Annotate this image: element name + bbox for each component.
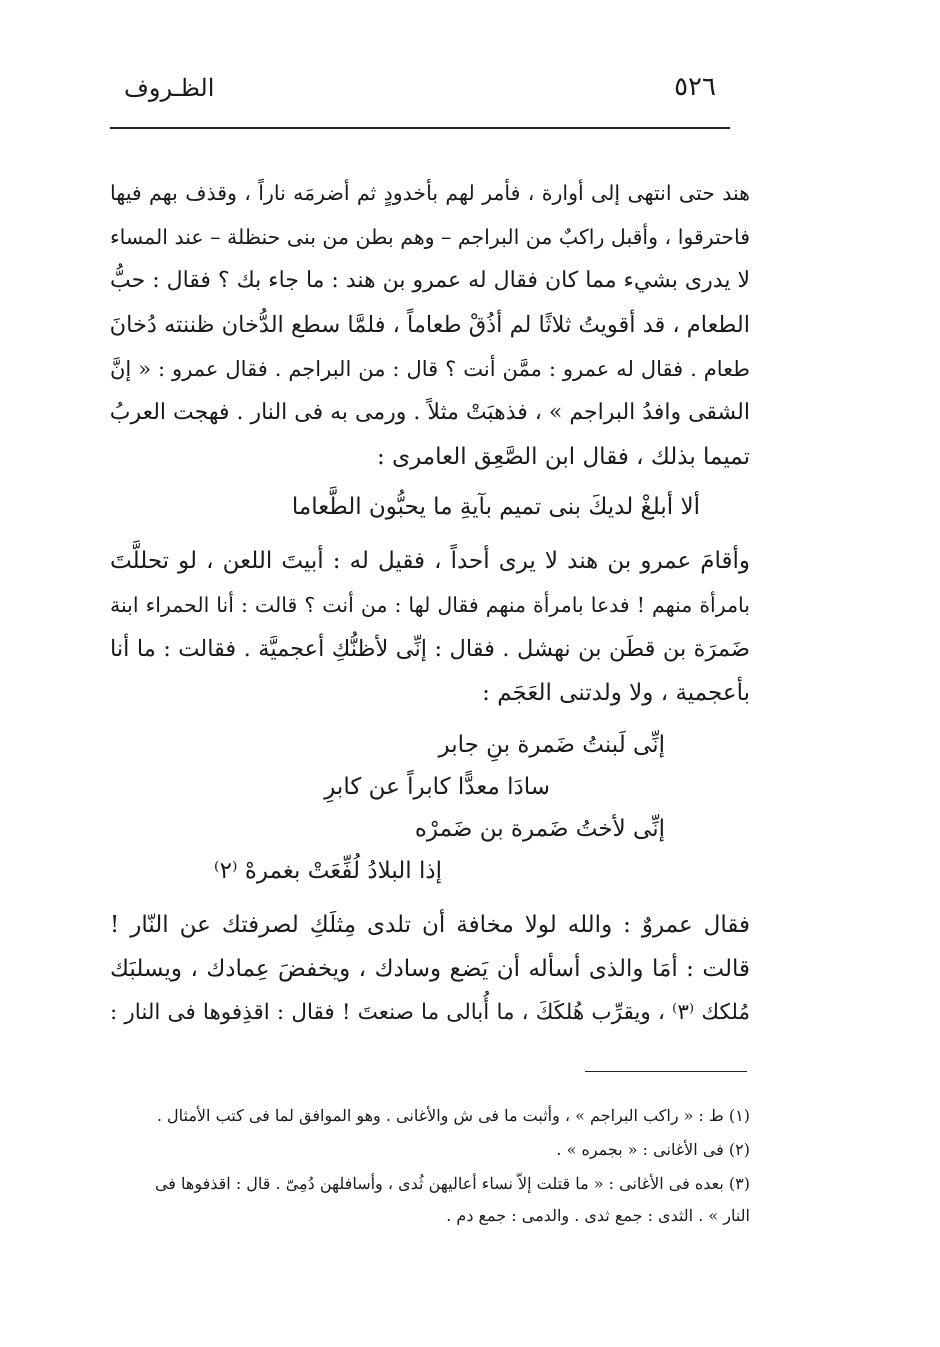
text-line: الطعام ، قد أقويتُ ثلاثًا لم أذُقْ طعاماً ، فلمَّا سطع الدُّخان ظننته دُخانَ [109, 312, 750, 338]
verse-line: إذا البلادُ لُفِّعَتْ بغمرهْ ⁽٢⁾ [213, 858, 442, 884]
footnote: (٢) فى الأغانى : « بجمره » . [556, 1140, 750, 1159]
running-title: الظـروف [124, 74, 215, 102]
verse-line: سادَا معدًّا كابراً عن كابرِ [324, 774, 550, 800]
text-line: بأعجمية ، ولا ولدتنى العَجَم : [482, 680, 750, 706]
text-line: فقال عمروٌ : والله لولا مخافة أن تلدى مِثلَكِ لصرفتك عن النّار ! [110, 912, 750, 938]
text-line: قالت : أمَا والذى أسأله أن يَضع وسادك ، ويخفضَ عِمادك ، ويسلبَك [110, 956, 750, 982]
text-line: ضَمرَة بن قطَن بن نهشل . فقال : إنِّى لأظنُّكِ أعجميَّة . فقالت : ما أنا [110, 636, 750, 662]
verse-line: ألا أبلغْ لديكَ بنى تميم بآيةِ ما يحبُّون الطَّعاما [291, 494, 700, 520]
text-line: هند حتى انتهى إلى أوارة ، فأمر لهم بأخدودٍ ثم أضرمَه ناراً ، وقذف بهم فيها [110, 181, 750, 205]
page-header [110, 72, 730, 116]
text-line: لا يدرى بشيء مما كان فقال له عمرو بن هند : ما جاء بك ؟ فقال : حبُّ [110, 268, 750, 293]
text-line: فاحترقوا ، وأقبل راكبٌ من البراجم – وهم بطن من بنى حنظلة – عند المساء [110, 225, 750, 249]
text-line: بامرأة منهم ! فدعا بامرأة منهم فقال لها : من أنت ؟ قالت : أنا الحمراء ابنة [110, 593, 750, 617]
text-line: طعام . فقال له عمرو : ممَّن أنت ؟ قال : من البراجم . فقال عمرو : « إنَّ [110, 357, 750, 381]
page-number: ٥٢٦ [674, 72, 716, 102]
footnote: النار » . الثدى : جمع ثدى . والدمى : جمع دم . [446, 1206, 750, 1225]
footnote: (١) ط : « راكب البراجم » ، وأثبت ما فى ش والأغانى . وهو الموافق لما فى كتب الأمثال . [156, 1106, 750, 1125]
verse-line: إنِّى لأختُ ضَمرة بن ضَمرْه [414, 816, 665, 842]
text-line: مُلكك ⁽٣⁾ ، ويقرِّب هُلكَكَ ، ما أُبالى ما صنعتَ ! فقال : اقذِفوها فى النار : [110, 1000, 750, 1025]
text-line: تميما بذلك ، فقال ابن الصَّعِق العامرى : [377, 444, 750, 470]
header-rule [110, 127, 730, 129]
text-line: الشقى وافدُ البراجم » ، فذهبَتْ مثلاً . ورمى به فى النار . فهجت العربُ [109, 400, 750, 425]
text-line: وأقامَ عمرو بن هند لا يرى أحداً ، فقيل له : أبيتَ اللعن ، لو تحللَّتَ [110, 548, 750, 574]
verse-line: إنِّى لَبنتُ ضَمرة بنِ جابر [438, 732, 665, 758]
footnote-rule [585, 1071, 747, 1072]
footnote: (٣) بعده فى الأغانى : « ما قتلت إلاّ نساء أعاليهن ثُدى ، وأسافلهن دُمِىّ . قال : اقذفوها فى [154, 1174, 750, 1193]
